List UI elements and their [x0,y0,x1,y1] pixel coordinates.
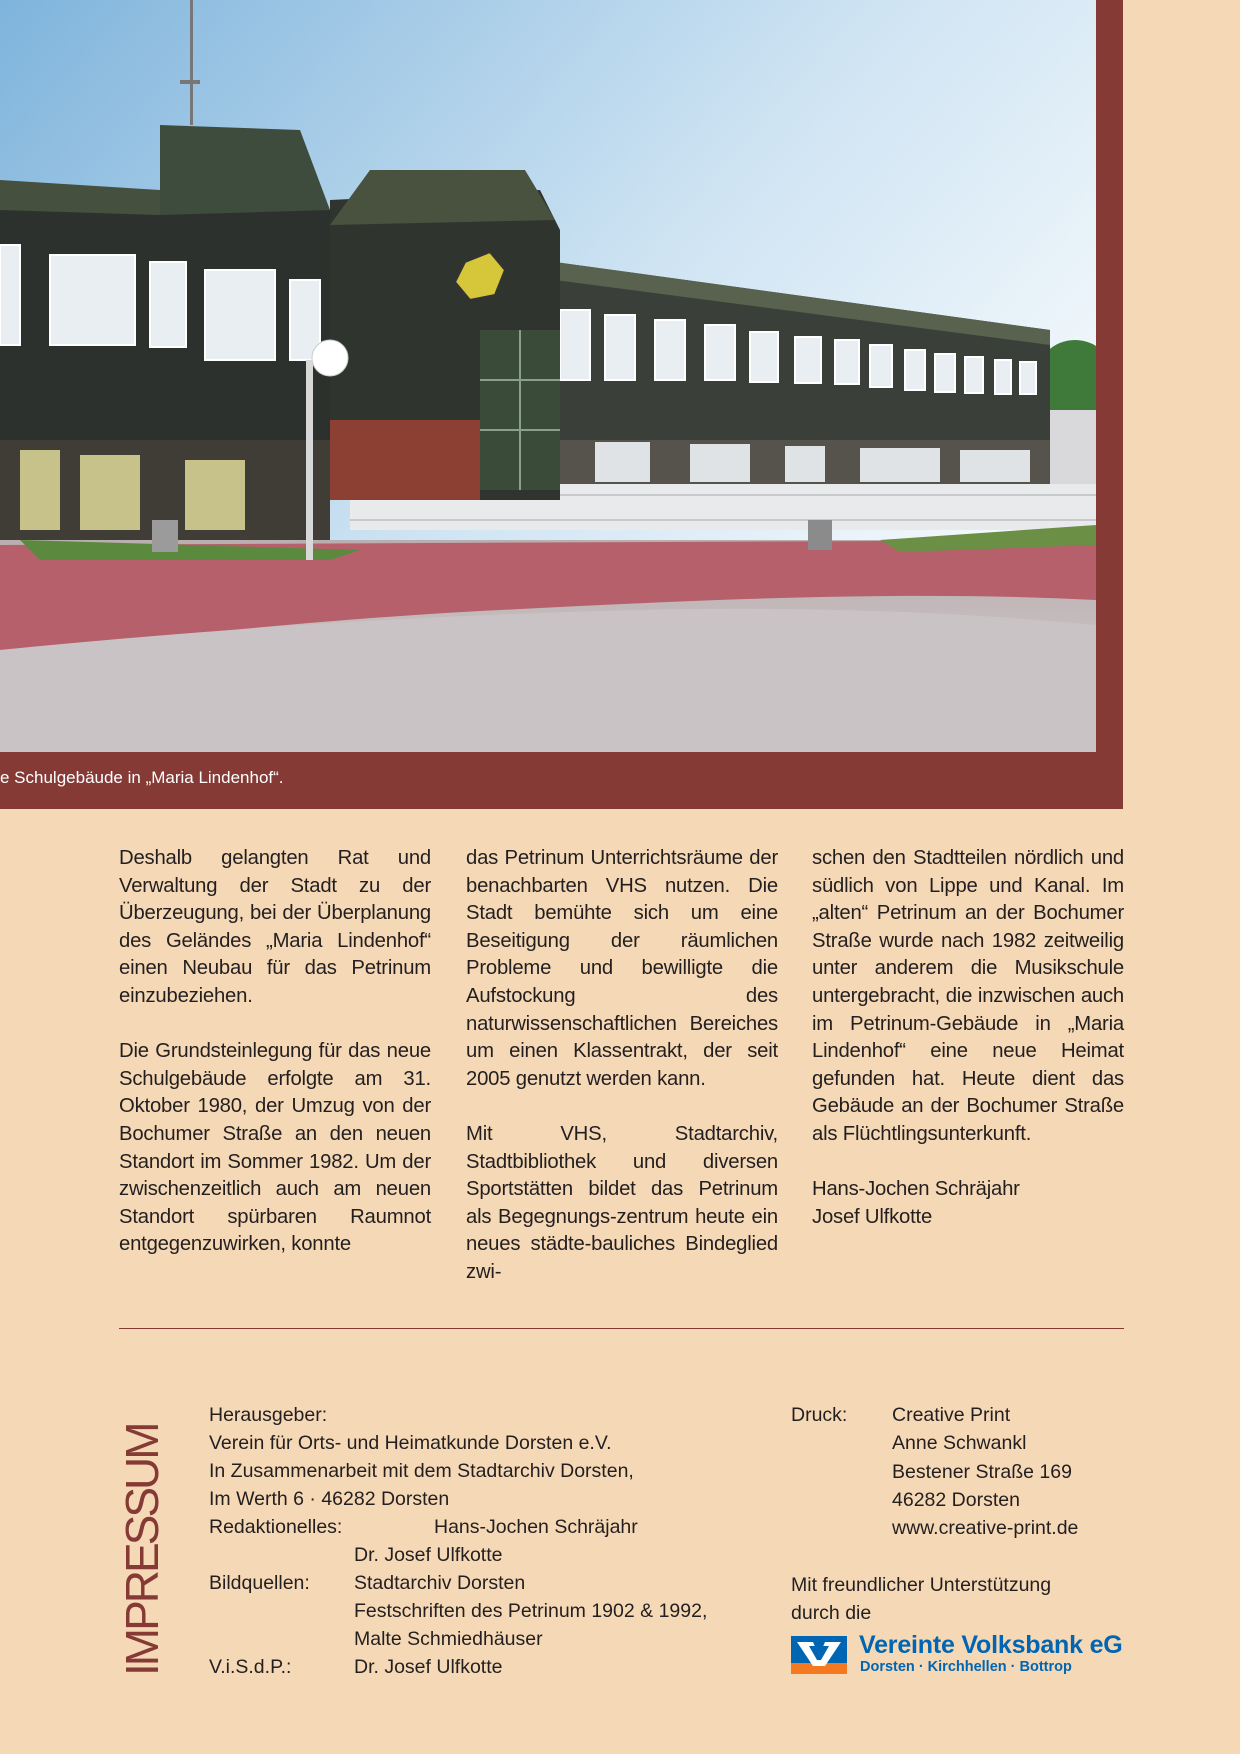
druck-line: 46282 Dorsten [892,1488,1020,1511]
bildquelle: Stadtarchiv Dorsten [354,1572,526,1594]
bildquelle: Festschriften des Petrinum 1902 & 1992, [354,1600,708,1622]
druck-line: Anne Schwankl [892,1432,1027,1455]
article-paragraph: schen den Stadtteilen nördlich und südlich von Lippe und Kanal. Im „alten“ Petrinum an der Bochumer Straße wurde nach 1982 zeitweilig unter anderem die Musikschule untergebracht, die inzwischen auch im Petrinum-Gebäude in „Maria Lindenhof“ eine neue Heimat gefunden hat. Heute dient das Gebäude an der Bochumer Straße als Flüchtlingsunterkunft. [812,847,1124,1145]
volksbank-mark-icon [791,1636,847,1674]
photo-caption: e Schulgebäude in „Maria Lindenhof“. [0,768,284,787]
redaktion-name: Dr. Josef Ulfkotte [354,1544,503,1566]
article-paragraph: das Petrinum Unterrichtsräume der benachbarten VHS nutzen. Die Stadt bemühte sich um eine Beseitigung der räumlichen Probleme und bewilligte die Aufstockung des naturwissenschaftlichen Bereiches um einen Klassentrakt, der seit 2005 genutzt werden kann. [466,847,778,1090]
druck-line: Creative Print [892,1404,1011,1426]
article-column-2 [466,845,778,1314]
author-name: Hans-Jochen Schräjahr [812,1178,1020,1201]
article-paragraph: Die Grundsteinlegung für das neue Schulgebäude erfolgte am 31. Oktober 1980, der Umzug von der Bochumer Straße an den neuen Standort im Sommer 1982. Um der zwischenzeitlich auch am neuen Standort spürbaren Raumnot entgegenzuwirken, konnte [119,1040,431,1256]
druck-line: Bestener Straße 169 [892,1460,1072,1483]
sponsor-locations: Dorsten · Kirchhellen · Bottrop [860,1659,1072,1675]
support-line: durch die [791,1602,872,1625]
sponsor-name: Vereinte Volksbank eG [859,1631,1123,1659]
section-divider [119,1328,1124,1329]
volksbank-logo [791,1631,1125,1676]
author-name: Josef Ulfkotte [812,1205,933,1228]
redaktion-name: Hans-Jochen Schräjahr [434,1516,638,1538]
druck-label: Druck: [791,1404,848,1426]
school-building-photo [0,0,1096,752]
publisher-cooperation: In Zusammenarbeit mit dem Stadtarchiv Dorsten, [209,1460,634,1482]
article-paragraph: Deshalb gelangten Rat und Verwaltung der Stadt zu der Überzeugung, bei der Überplanung des Geländes „Maria Lindenhof“ einen Neubau für das Petrinum einzubeziehen. [119,847,431,1007]
publisher-address: Im Werth 6 · 46282 Dorsten [209,1488,450,1510]
impressum-publisher-block [209,1401,769,1691]
bildquellen-label: Bildquellen: [209,1572,310,1594]
impressum-heading: IMPRESSUM [116,1424,168,1676]
article-column-1 [119,845,431,1287]
support-text [791,1571,1051,1628]
druck-website: www.creative-print.de [892,1517,1079,1540]
visdp-name: Dr. Josef Ulfkotte [354,1656,503,1678]
bildquelle: Malte Schmiedhäuser [354,1628,543,1650]
druck-address [892,1401,1078,1542]
publisher-name: Verein für Orts- und Heimatkunde Dorsten e.V. [209,1432,612,1454]
article-column-3 [812,845,1124,1231]
redaktion-label: Redaktionelles: [209,1516,343,1538]
support-line: Mit freundlicher Unterstützung [791,1574,1052,1596]
visdp-label: V.i.S.d.P.: [209,1656,292,1678]
photo-frame [0,0,1123,809]
herausgeber-label: Herausgeber: [209,1404,328,1426]
article-paragraph: Mit VHS, Stadtarchiv, Stadtbibliothek und diversen Sportstätten bildet das Petrinum als Begegnungs-zentrum heute ein neues städte-bauliches Bindeglied zwi- [466,1122,778,1283]
